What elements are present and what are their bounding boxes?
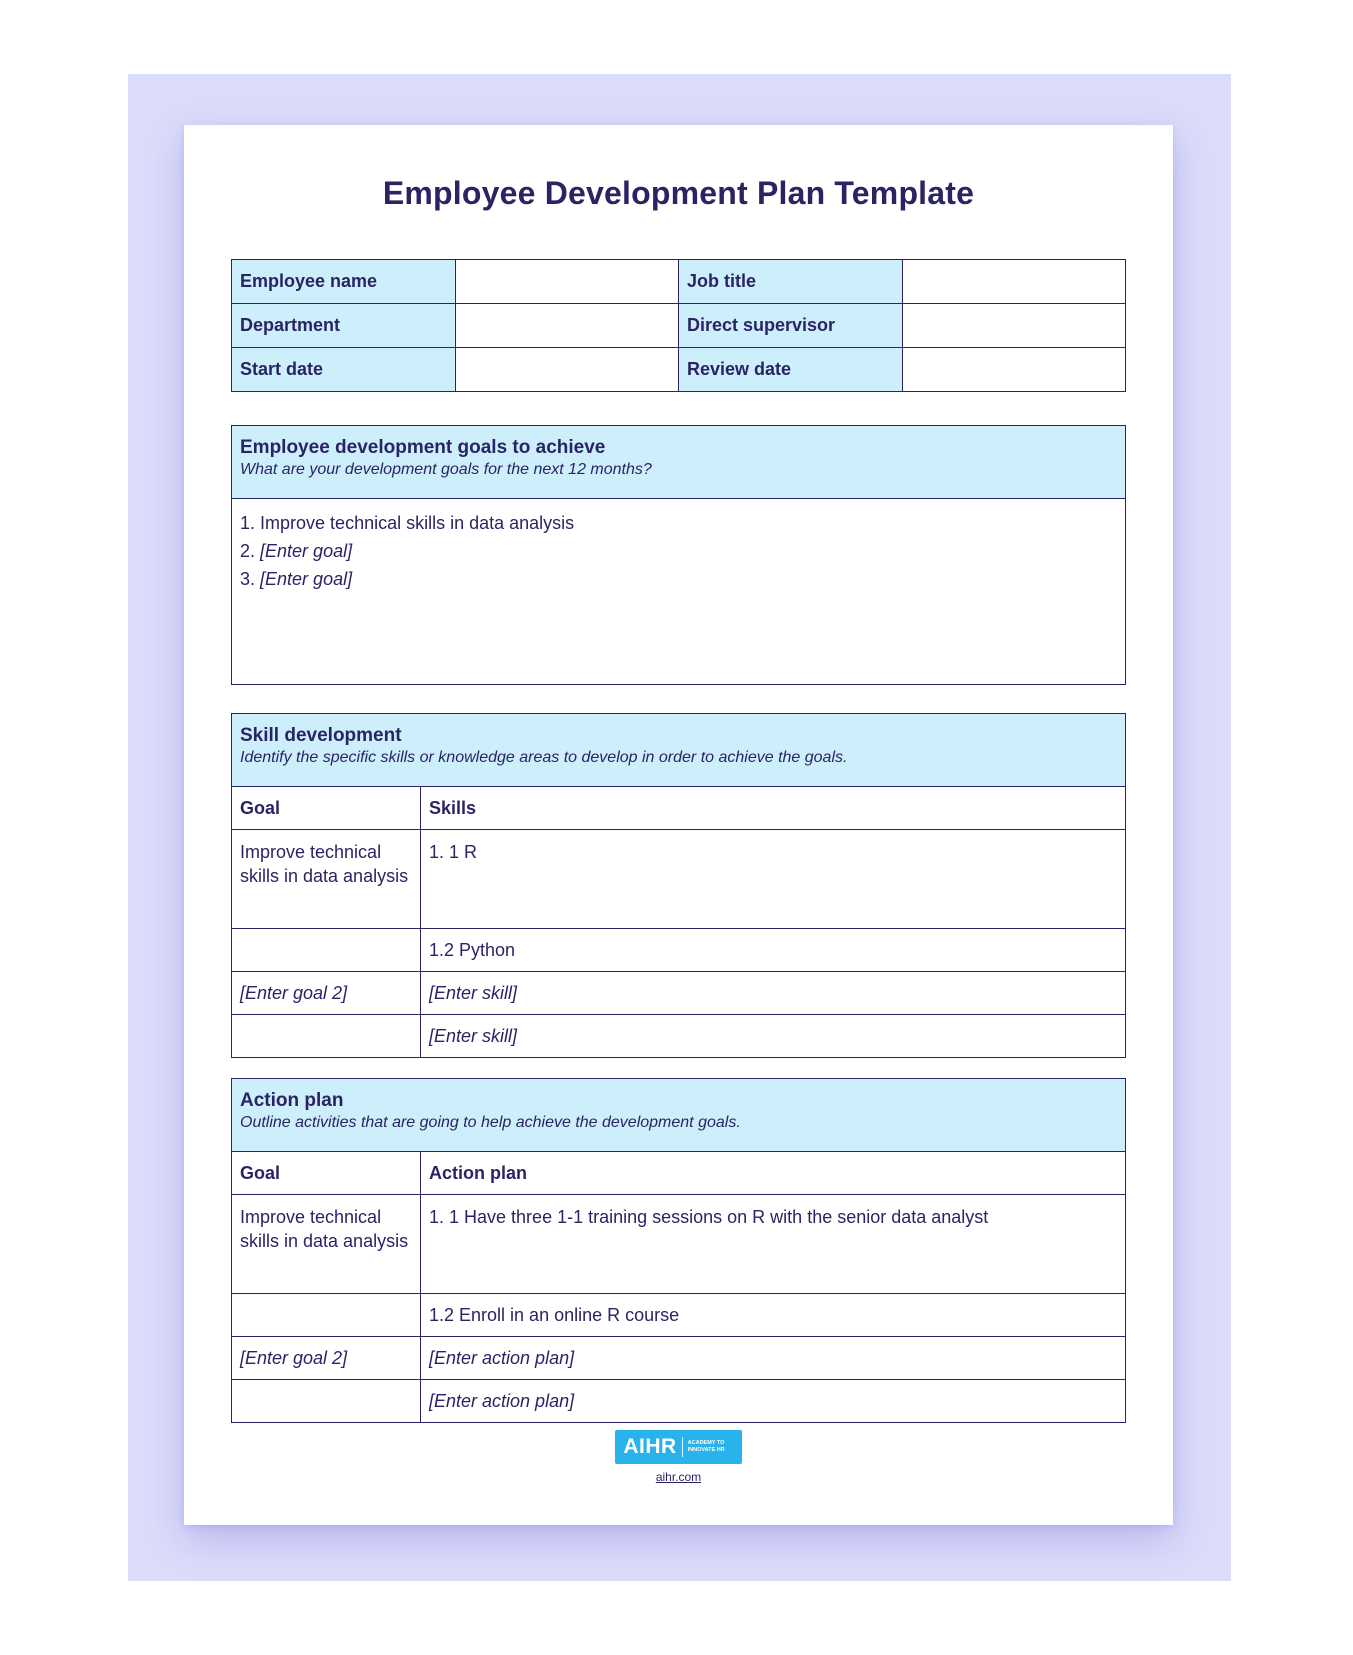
goals-header — [232, 426, 1125, 499]
aihr-link[interactable]: aihr.com — [655, 1470, 702, 1484]
action-plan-subtitle: Outline activities that are going to help achieve the development goals. — [240, 1114, 741, 1131]
action-value-cell[interactable]: 1. 1 Have three 1-1 training sessions on R with the senior data analyst — [421, 1195, 1126, 1294]
skills-header-cell: Skills — [421, 787, 1126, 830]
skills-goal-cell[interactable]: [Enter goal 2] — [232, 972, 421, 1015]
department-field[interactable] — [455, 304, 679, 348]
review-date-field[interactable] — [902, 348, 1126, 392]
employee-name-field[interactable] — [455, 260, 679, 304]
skills-subtitle: Identify the specific skills or knowledge areas to develop in order to achieve the goals. — [240, 749, 848, 766]
action-goal-header: Goal — [232, 1152, 421, 1195]
skills-goal-cell[interactable] — [232, 929, 421, 972]
action-value-cell[interactable]: 1.2 Enroll in an online R course — [421, 1294, 1126, 1337]
table-row — [232, 1380, 1125, 1423]
list-item: 2. [Enter goal] — [240, 541, 353, 561]
skills-goal-header: Goal — [232, 787, 421, 830]
action-plan-section — [231, 1078, 1126, 1423]
action-plan-table — [232, 1152, 1125, 1422]
logo-divider — [682, 1437, 683, 1457]
table-row — [232, 972, 1125, 1015]
table-row — [232, 830, 1125, 929]
employee-info-table — [231, 259, 1126, 392]
direct-supervisor-label: Direct supervisor — [679, 304, 903, 348]
document-page — [184, 125, 1173, 1525]
table-row — [232, 1015, 1125, 1058]
goals-list[interactable] — [232, 499, 1125, 603]
table-row — [232, 929, 1125, 972]
goals-title: Employee development goals to achieve — [240, 437, 606, 458]
skills-value-cell[interactable]: [Enter skill] — [421, 972, 1126, 1015]
action-value-cell[interactable]: [Enter action plan] — [421, 1337, 1126, 1380]
action-goal-cell[interactable] — [232, 1380, 421, 1423]
review-date-label: Review date — [679, 348, 903, 392]
skills-title: Skill development — [240, 725, 402, 746]
job-title-label: Job title — [679, 260, 903, 304]
skills-section — [231, 713, 1126, 1058]
skills-value-cell[interactable]: 1.2 Python — [421, 929, 1126, 972]
goals-section — [231, 425, 1126, 685]
action-plan-header-cell: Action plan — [421, 1152, 1126, 1195]
skills-goal-cell[interactable] — [232, 1015, 421, 1058]
skills-header — [232, 714, 1125, 787]
skills-value-cell[interactable]: [Enter skill] — [429, 1025, 518, 1046]
table-row — [232, 1294, 1125, 1337]
skills-goal-cell[interactable]: Improve technical skills in data analysis — [232, 830, 421, 929]
action-plan-title: Action plan — [240, 1090, 344, 1111]
page-title: Employee Development Plan Template — [382, 175, 975, 211]
list-item: 1. Improve technical skills in data analysis — [240, 513, 575, 533]
action-value-cell[interactable]: [Enter action plan] — [429, 1390, 575, 1411]
logo-text: AIHR — [623, 1435, 677, 1458]
employee-name-label: Employee name — [232, 260, 456, 304]
list-item: 3. [Enter goal] — [240, 569, 353, 589]
table-row — [232, 1195, 1125, 1294]
action-goal-cell[interactable]: Improve technical skills in data analysis — [232, 1195, 421, 1294]
table-row — [232, 1337, 1125, 1380]
start-date-label: Start date — [232, 348, 456, 392]
footer — [184, 1430, 1173, 1484]
goals-subtitle: What are your development goals for the next 12 months? — [240, 461, 652, 478]
skills-table — [232, 787, 1125, 1057]
action-goal-cell[interactable]: [Enter goal 2] — [232, 1337, 421, 1380]
department-label: Department — [232, 304, 456, 348]
logo-tagline: ACADEMY TO INNOVATE HR — [687, 1440, 725, 1453]
start-date-field[interactable] — [455, 348, 679, 392]
action-plan-header — [232, 1079, 1125, 1152]
action-goal-cell[interactable] — [232, 1294, 421, 1337]
skills-value-cell[interactable]: 1. 1 R — [421, 830, 1126, 929]
aihr-logo — [615, 1430, 741, 1464]
job-title-field[interactable] — [902, 260, 1126, 304]
direct-supervisor-field[interactable] — [902, 304, 1126, 348]
